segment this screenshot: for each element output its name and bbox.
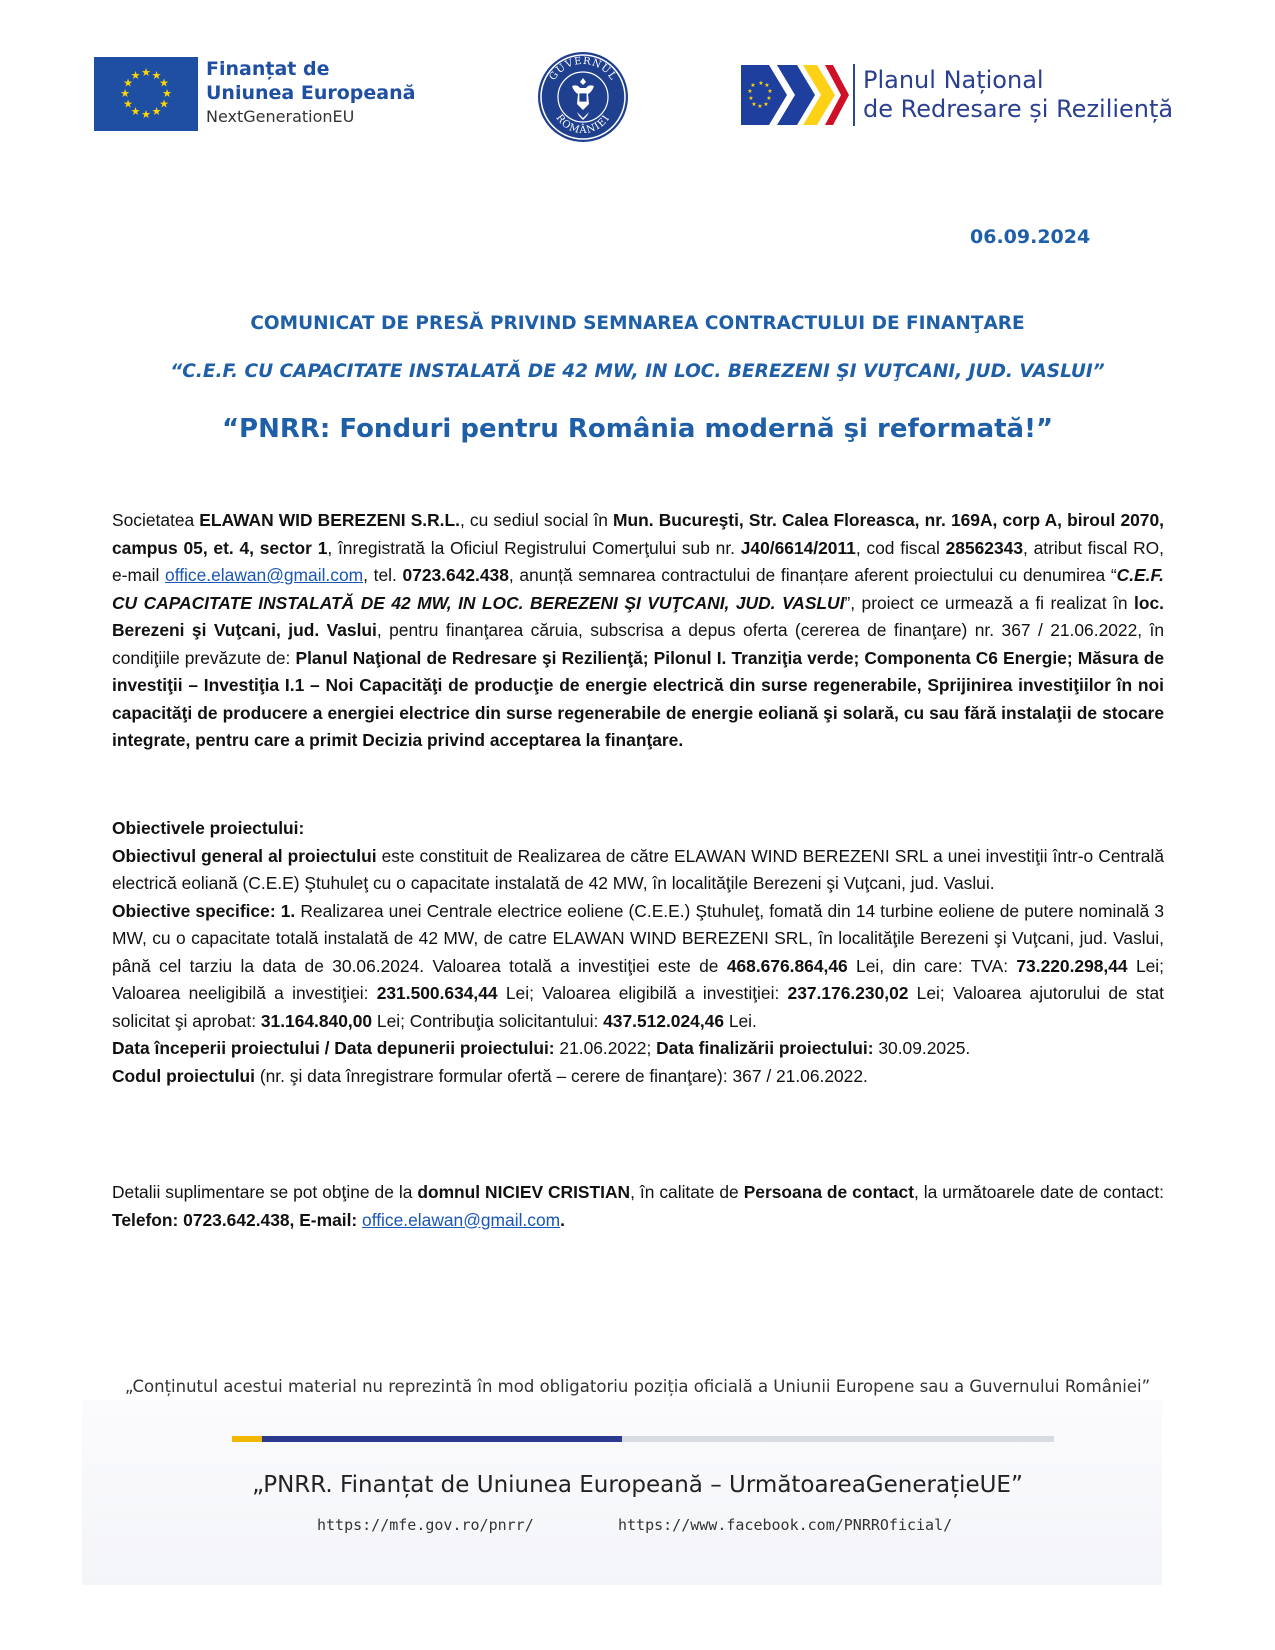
document-date: 06.09.2024 [970,226,1091,248]
objectives-section [112,815,1164,1090]
company-email-link[interactable]: office.elawan@gmail.com [165,565,364,585]
company-phone: 0723.642.438 [402,565,509,585]
svg-text:★: ★ [141,108,151,121]
text-run: Lei; Valoarea neeligibilă a investiţiei: [112,955,1164,1003]
footer-color-bar [232,1436,1054,1442]
ineligible-value: 231.500.634,44 [376,983,498,1003]
vat-value: 73.220.298,44 [1016,955,1128,976]
svg-text:★: ★ [750,82,756,89]
contact-email-link[interactable]: office.elawan@gmail.com [362,1209,561,1230]
footer-bar-segment [262,1436,622,1442]
svg-text:★: ★ [758,80,764,87]
start-date-label: Data începerii proiectului / Data depunerii proiectului: [112,1038,555,1058]
text-run: Lei; Contribuţia solicitantului: [372,1010,604,1031]
specific-objectives [112,898,1164,1036]
project-location: loc. Berezeni şi Vuţcani, jud. Vaslui [112,592,1164,640]
svg-text:★: ★ [123,76,133,90]
project-name-inline: C.E.F. CU CAPACITATE INSTALATĂ DE 42 MW, IN LOC. BEREZENI ŞI VUŢCANI, JUD. VASLUI [112,565,1164,613]
text-run: , pentru finanţarea căruia, subscrisa a depus oferta (cererea de finanţare) nr. 367 / 21.06.2022, în condiţiile prevăzute de: [112,620,1165,668]
pnrr-logo-icon [741,65,849,125]
applicant-contribution-value: 437.512.024,46 [603,1010,724,1031]
registry-number: J40/6614/2011 [740,537,856,558]
footer-bar-segment [622,1436,1054,1442]
fiscal-code: 28562343 [945,537,1023,558]
company-name: ELAWAN WID BEREZENI S.R.L. [199,510,460,530]
svg-text:★: ★ [747,88,753,95]
svg-text:★: ★ [764,82,770,89]
text-run: , la următoarele date de contact: [914,1182,1165,1202]
svg-text:★: ★ [162,87,172,100]
eu-logo-line3: NextGenerationEU [206,107,355,126]
text-run: , cu sediul social în [459,510,614,530]
project-code-label: Codul proiectului [112,1065,255,1086]
text-run: , cod fiscal [855,537,946,558]
text-run: Lei, din care: TVA: [847,955,1017,976]
svg-text:★: ★ [159,76,169,90]
total-investment-value: 468.676.864,46 [726,955,848,976]
pnrr-logo-text [863,66,1173,124]
footer-slogan: „PNRR. Finanțat de Uniunea Europeană – UrmătoareaGenerațieUE” [252,1472,1023,1498]
text-run: . [560,1209,565,1230]
footer-link-mfe[interactable]: https://mfe.gov.ro/pnrr/ [317,1516,534,1534]
text-run: Detalii suplimentare se pot obţine de la [112,1182,418,1202]
pnrr-logo [741,64,1173,126]
eu-logo-text [206,57,415,129]
text-run: Societatea [112,510,200,530]
specific-objectives-label: Obiective specifice: 1. [112,900,296,921]
contact-role: Persoana de contact [743,1182,915,1202]
pnrr-logo-line1: Planul Național [863,66,1044,94]
svg-text:★: ★ [123,97,133,111]
general-objective [112,843,1164,898]
project-code [112,1063,1164,1091]
contact-person-name: domnul NICIEV CRISTIAN [417,1182,631,1202]
text-run: este constituit de Realizarea de către ELAWAN WIND BEREZENI SRL a unei investiţii într-o Centrală electrică eoliană (C.E.E) Ştuhuleţ cu o capacitate instalată de 42 MW, în localităţile Berezeni şi Vuţcani, jud. Vaslui. [112,845,1164,893]
project-title: “C.E.F. CU CAPACITATE INSTALATĂ DE 42 MW, IN LOC. BEREZENI ŞI VUŢCANI, JUD. VASLUI” [170,361,1105,382]
contact-phone-email-label: Telefon: 0723.642.438, E-mail: [112,1209,363,1230]
eu-flag-icon [94,57,198,131]
objectives-heading: Obiectivele proiectului: [112,818,305,838]
seal-text-bottom: ROMÂNIEI [553,112,613,137]
eu-funding-logo [94,57,415,131]
text-run: ”, proiect ce urmează a fi realizat în [844,592,1135,613]
general-objective-label: Obiectivul general al proiectului [112,845,377,866]
text-run: 30.09.2025. [873,1038,971,1058]
svg-text:★: ★ [130,105,141,118]
text-run: 21.06.2022; [554,1038,657,1058]
svg-text:★: ★ [151,69,162,82]
svg-text:★: ★ [159,97,169,111]
eu-logo-line1: Finanțat de [206,58,330,80]
footer-bar-segment [232,1436,262,1442]
footer-link-facebook[interactable]: https://www.facebook.com/PNRROficial/ [618,1516,953,1534]
text-run: Lei. [724,1010,757,1031]
text-run: Lei; Valoarea ajutorului de stat solicitat şi aprobat: [112,983,1164,1031]
svg-text:★: ★ [763,101,769,108]
contact-paragraph [112,1179,1164,1234]
svg-text:★: ★ [120,87,130,100]
text-run: , înregistrată la Oficiul Registrului Comerţului sub nr. [327,537,741,558]
text-run: Realizarea unei Centrale electrice eoliene (C.E.E.) Ştuhuleţ, fomată din 14 turbine eoliene de putere nominală 3 MW, cu o capacitate totală instalată de 42 MW, de catre ELAWAN WIND BEREZENI SRL, în localităţile Berezeni şi Vuţcani, jud. Vaslui, până cel tarziu la data de 30.06.2024. Valoarea totală a investiţiei este de [112,900,1164,976]
text-run: (nr. şi data înregistrare formular ofertă – cerere de finanţare): 367 / 21.06.2022. [254,1065,868,1086]
text-run: , atribut fiscal RO, e-mail [112,537,1164,585]
company-address: Mun. Bucureşti, Str. Calea Floreasca, nr. 169A, corp A, biroul 2070, campus 05, et. 4, sector 1 [112,510,1164,558]
text-run: Lei; Valoarea eligibilă a investiţiei: [497,983,788,1003]
pnrr-separator [853,64,855,126]
pnrr-logo-line2: de Redresare și Reziliență [863,95,1174,123]
text-run: , anunță semnarea contractului de finanțare aferent proiectului cu denumirea “ [508,565,1117,585]
eu-logo-line2: Uniunea Europeană [206,82,416,104]
svg-text:★: ★ [767,88,773,95]
svg-text:★: ★ [130,69,141,82]
svg-text:★: ★ [141,66,151,79]
press-release-title: COMUNICAT DE PRESĂ PRIVIND SEMNAREA CONTRACTULUI DE FINANŢARE [250,313,1025,334]
eligible-value: 237.176.230,02 [787,983,909,1003]
seal-text-top: GUVERNUL [547,55,619,83]
svg-text:★: ★ [748,95,754,102]
state-aid-value: 31.164.840,00 [260,1010,373,1031]
intro-paragraph [112,507,1164,755]
funding-program-details: Planul Naţional de Redresare şi Rezilienţă; Pilonul I. Tranziţia verde; Componenta C6 Energie; Măsura de investiţii – Investiţia I.1 – Noi Capacităţi de producţie de energie electrică din surse regenerabile, Sprijinirea investiţiilor în noi capacităţi de producere a energiei electrice din surse regenerabile de energie eoliană şi solară, cu sau fără instalaţii de stocare integrate, pentru care a primit Decizia privind acceptarea la finanţare. [112,647,1164,750]
svg-text:★: ★ [766,95,772,102]
svg-text:★: ★ [151,105,162,118]
svg-text:★: ★ [751,101,757,108]
text-run: , tel. [363,565,403,585]
project-dates [112,1035,1164,1063]
text-run: , în calitate de [630,1182,744,1202]
end-date-label: Data finalizării proiectului: [656,1038,874,1058]
pnrr-slogan-title: “PNRR: Fonduri pentru România modernă şi reformată!” [221,414,1054,444]
footer-disclaimer: „Conținutul acestui material nu reprezintă în mod obligatoriu poziția oficială a Uniunii Europene sau a Guvernului României” [124,1377,1151,1396]
romanian-government-seal-icon [536,50,630,144]
svg-text:★: ★ [757,103,763,110]
